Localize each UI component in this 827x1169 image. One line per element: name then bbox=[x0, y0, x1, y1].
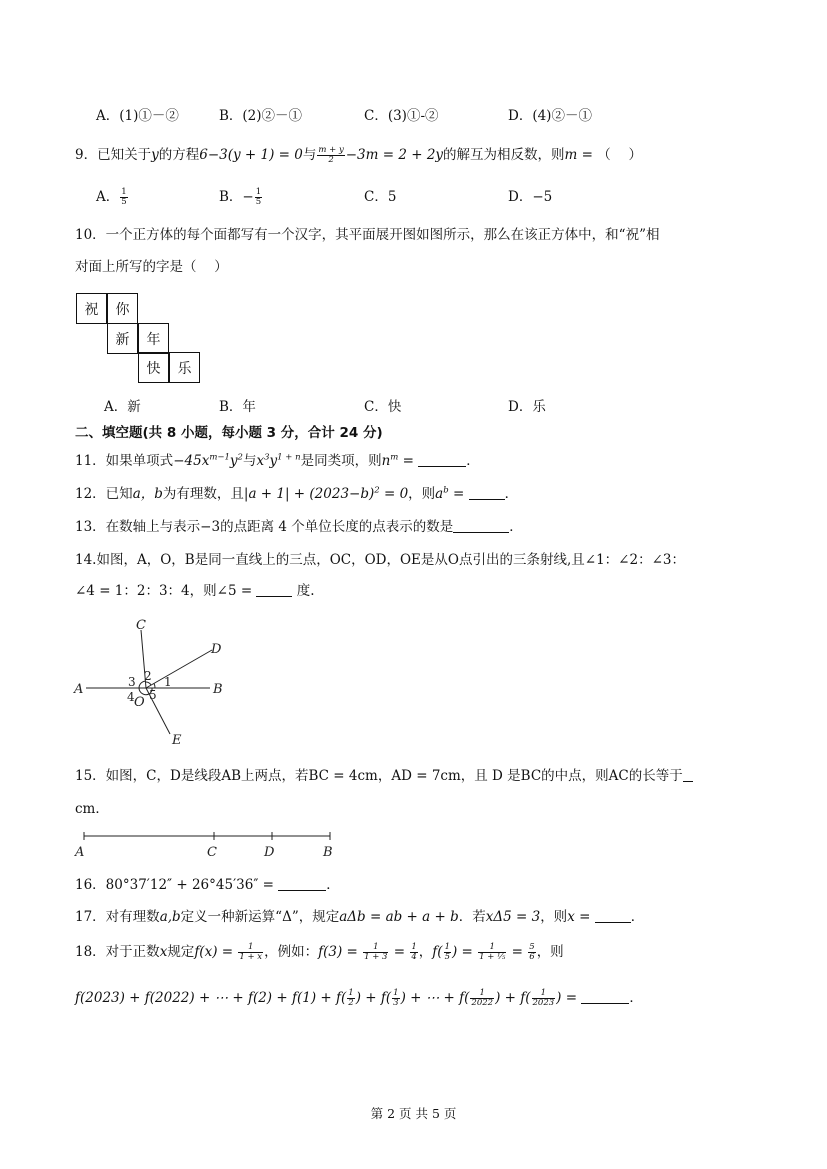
label-seg-b: B bbox=[323, 845, 333, 860]
label-a: A bbox=[74, 682, 84, 697]
label-seg-d: D bbox=[264, 845, 275, 860]
page-footer: 第 2 页 共 5 页 bbox=[370, 1106, 457, 1121]
q8-option-a: A．(1)①－② bbox=[96, 108, 179, 124]
q9-option-c: C．5 bbox=[364, 189, 397, 205]
q10-stem-line-2: 对面上所写的字是（ ） bbox=[75, 259, 228, 275]
q15-segment-figure bbox=[70, 826, 350, 862]
q9-option-a: A． $\frac{1}{5}$ bbox=[96, 187, 127, 207]
label-angle-2: 2 bbox=[144, 669, 152, 683]
ray-od bbox=[146, 650, 212, 688]
q11-stem: 11．如果单项式$-45x^{m-1}y^2$与$x^3y^{1 + n}$是同类项，则$n^m$ = ． bbox=[75, 452, 480, 469]
q9-option-b-fraction: $\frac{1}{5}$ bbox=[255, 187, 262, 207]
q9-equation-2: −3m = 2 + 2y bbox=[345, 147, 444, 163]
q13-stem: 13．在数轴上与表示−3的点距离 4 个单位长度的点表示的数是 ． bbox=[75, 519, 523, 535]
q10-option-c: C．快 bbox=[364, 399, 402, 415]
q9-text-4: 的解互为相反数，则 bbox=[443, 147, 565, 163]
q9-var-m: m bbox=[564, 147, 578, 163]
q9-var-y: y bbox=[151, 147, 159, 163]
net-cell-nian: 年 bbox=[138, 323, 169, 354]
q8-option-c: C．(3)①-② bbox=[364, 108, 439, 124]
q9-option-b: B．− $\frac{1}{5}$ bbox=[219, 187, 262, 207]
q16-stem: 16．80°37′12″ + 26°45′36″ = ． bbox=[75, 877, 340, 893]
q17-answer-blank[interactable] bbox=[595, 909, 631, 923]
q9-option-d: D．−5 bbox=[508, 189, 553, 205]
q9-equation-1: 6−3(y + 1) = 0 bbox=[199, 147, 303, 163]
q10-stem-line-1: 10．一个正方体的每个面都写有一个汉字，其平面展开图如图所示，那么在该正方体中，和“祝”相 bbox=[75, 227, 660, 243]
label-angle-5: 5 bbox=[149, 688, 157, 702]
q14-stem-line-2: ∠4 = 1：2：3：4，则∠5 = 度. bbox=[75, 583, 315, 599]
label-angle-4: 4 bbox=[127, 690, 135, 704]
net-cell-le: 乐 bbox=[169, 352, 200, 383]
q15-answer-blank[interactable] bbox=[683, 768, 693, 782]
label-b: B bbox=[213, 682, 223, 697]
label-o: O bbox=[134, 695, 145, 710]
q16-answer-blank[interactable] bbox=[278, 877, 326, 891]
q14-answer-blank[interactable] bbox=[256, 583, 292, 597]
q18-answer-blank[interactable] bbox=[581, 990, 629, 1004]
q14-angle-figure bbox=[70, 612, 240, 752]
net-cell-xin: 新 bbox=[107, 323, 138, 354]
label-c: C bbox=[136, 618, 146, 633]
q8-option-d: D．(4)②－① bbox=[508, 108, 592, 124]
q9-number: 9． bbox=[75, 147, 98, 163]
q11-answer-blank[interactable] bbox=[418, 453, 466, 467]
q9-fraction: $\frac{m + y}{2}$ bbox=[318, 145, 344, 165]
net-cell-ni: 你 bbox=[107, 293, 138, 324]
q18-stem-line-1: 18．对于正数x规定f(x) = $\frac{1}{1 + x}$ ，例如：f(3) = $\frac{1}{1 + 3}$ = $\frac{1}{4}$ ，f( $\frac{1}{5}$ ) = $\frac{1}{\text{1 + ⅕}}$ = $\frac{5}{6}$ ，则 bbox=[75, 942, 564, 962]
label-angle-3: 3 bbox=[128, 675, 136, 689]
label-seg-c: C bbox=[207, 845, 217, 860]
q9-text-3: 与 bbox=[302, 147, 317, 163]
q9-text-5: = （ ） bbox=[577, 147, 643, 163]
q13-answer-blank[interactable] bbox=[453, 519, 509, 533]
q12-answer-blank[interactable] bbox=[469, 486, 505, 500]
q8-option-b: B．(2)②－① bbox=[219, 108, 303, 124]
q18-stem-line-2: f(2023) + f(2022) + ⋯ + f(2) + f(1) + f( $\frac{1}{2}$ ) + f( $\frac{1}{3}$ ) + ⋯ + f( $\frac{1}{2022}$ ) + f( $\frac{1}{2023}$ ) = ． bbox=[75, 988, 643, 1008]
q10-option-b: B．年 bbox=[219, 399, 256, 415]
q9-text-1: 已知关于 bbox=[97, 147, 152, 163]
q14-stem-line-1: 14.如图，A，O，B是同一直线上的三点，OC，OD，OE是从O点引出的三条射线,且∠1：∠2：∠3： bbox=[75, 552, 685, 568]
q9-text-2: 的方程 bbox=[158, 147, 200, 163]
q15-stem-line-1: 15．如图，C，D是线段AB上两点，若BC = 4cm，AD = 7cm，且 D 是BC的中点，则AC的长等于 bbox=[75, 767, 693, 785]
q9-stem bbox=[75, 146, 642, 165]
label-e: E bbox=[172, 733, 182, 748]
net-cell-zhu: 祝 bbox=[76, 293, 107, 324]
q9-option-a-fraction: $\frac{1}{5}$ bbox=[121, 187, 127, 207]
q15-stem-line-2: cm． bbox=[75, 801, 109, 817]
q10-option-a: A．新 bbox=[104, 399, 141, 415]
q17-stem: 17．对有理数a,b定义一种新运算“Δ”，规定aΔb = ab + a + b．若xΔ5 = 3，则x = ． bbox=[75, 909, 645, 925]
section-2-heading: 二、填空题(共 8 小题，每小题 3 分，合计 24 分) bbox=[75, 425, 383, 441]
label-seg-a: A bbox=[75, 845, 85, 860]
label-angle-1: 1 bbox=[164, 675, 172, 689]
label-d: D bbox=[211, 642, 222, 657]
net-cell-kuai: 快 bbox=[138, 352, 169, 383]
q12-stem: 12．已知a，b为有理数，且$|a + 1| + (2023-b)^2 = 0$，则$a^b$ = ． bbox=[75, 485, 519, 502]
q10-option-d: D．乐 bbox=[508, 399, 546, 415]
